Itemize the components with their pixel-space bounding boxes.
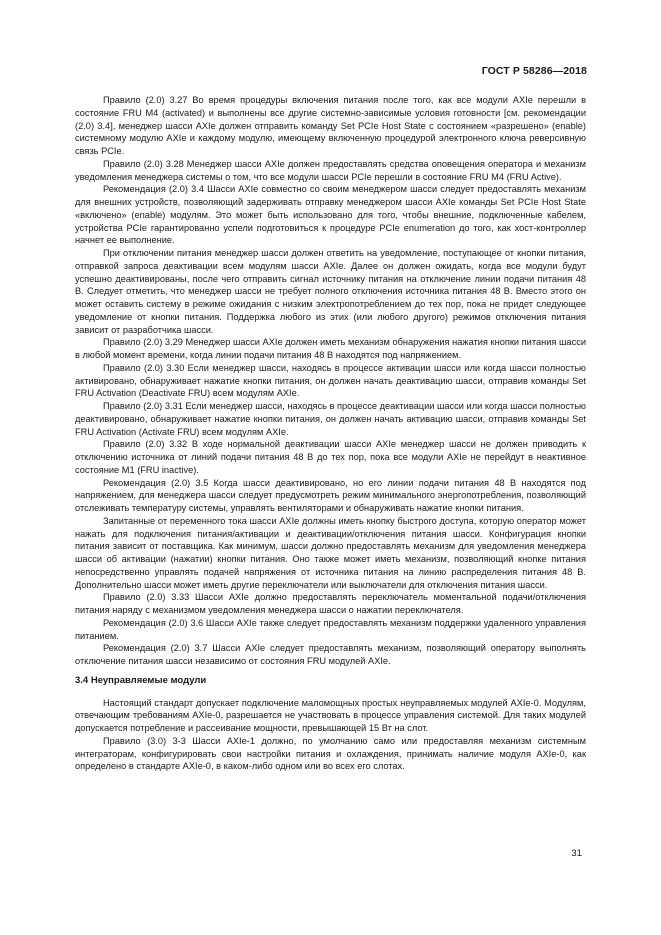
paragraph-ac-powered-chassis: Запитанные от переменного тока шасси AXIe должны иметь кнопку быстрого доступа, которую оператор может нажать для подключения питания/активации и деактивации/отключения питания шасси. Конфигурация кнопки питания зависит от поставщика. Как минимум, шасси должно предоставлять механизм для уведомления менеджера шасси об активации (нажатии) кнопки питания. Оно также может иметь механизм, позволяющий кнопке питания непосредственно управлять подачей напряжения от источника питания на линию распределения питания 48 В. Дополнительно шасси может иметь другие переключатели или выключатели для отключения питания шасси. bbox=[75, 515, 586, 590]
document-body bbox=[75, 94, 586, 773]
paragraph-recommendation-3-4: Рекомендация (2.0) 3.4 Шасси AXIe совместно со своим менеджером шасси следует предоставлять механизм для внешних устройств, позволяющий задерживать отправку менеджером шасси AXIe команды Set PCIe Host State «включено» (enable) модулям. Это может быть использовано для того, чтобы внешние, подключенные кабелем, устройства PCIe гарантированно успели подготовиться к процедуре PCIe enumeration до того, как хост-контроллер начнет ее выполнение. bbox=[75, 184, 586, 246]
paragraph-recommendation-3-5: Рекомендация (2.0) 3.5 Когда шасси деактивировано, но его линии подачи питания 48 В находятся под напряжением, для менеджера шасси следует предусмотреть режим минимального энергопотребления, позволяющий отслеживать температуру системы, управлять вентиляторами и обнаруживать нажатие кнопки питания. bbox=[75, 477, 586, 513]
paragraph-rule-3-27: Правило (2.0) 3.27 Во время процедуры включения питания после того, как все модули AXIe перешли в состояние FRU M4 (activated) и выполнены все другие системно-зависимые условия готовности [см. рекомендации (2.0) 3.4], менеджер шасси AXIe должен отправить команду Set PCIe Host State с состоянием «разрешено» (enable) системному модулю AXIe и каждому модулю, имеющему включенную процедурой электронного ключа реверсивную связь PCIe. bbox=[75, 95, 586, 156]
paragraph-rule-3-32: Правило (2.0) 3.32 В ходе нормальной деактивации шасси AXIe менеджер шасси не должен приводить к отключению источника от линий подачи питания 48 В до тех пор, пока все модули AXIe не перейдут в неактивное состояние M1 (FRU inactive). bbox=[75, 439, 586, 475]
paragraph-power-off: При отключении питания менеджер шасси должен ответить на уведомление, поступающее от кнопки питания, отправкой запроса деактивации всем модулям шасси AXIe. Далее он должен ожидать, когда все модули будут успешно деактивированы, после чего отправить сигнал источнику питания на отключение линии подачи питания 48 В. Следует отметить, что менеджер шасси не требует полного отключения источника питания 48 В. Вместо этого он может оставить систему в режиме ожидания с низким электропотреблением до тех пор, пока не придет следующее уведомление от кнопки питания. Поддержка любого из этих (или любого другого) режимов отключения питания зависит от разработчика шасси. bbox=[75, 248, 586, 335]
document-id-header: ГОСТ Р 58286—2018 bbox=[481, 65, 587, 77]
paragraph-recommendation-3-7: Рекомендация (2.0) 3.7 Шасси AXIe следует предоставлять механизм, позволяющий оператору выполнять отключение питания шасси независимо от состояния FRU модулей AXIe. bbox=[75, 643, 586, 666]
paragraph-rule-3-33: Правило (2.0) 3.33 Шасси AXIe должно предоставлять переключатель моментальной подачи/отключения питания наряду с механизмом уведомления менеджера шасси о нажатии переключателя. bbox=[75, 592, 586, 615]
paragraph-rule-3-3: Правило (3.0) 3-3 Шасси AXIe-1 должно, по умолчанию само или предоставляя механизм системным интеграторам, конфигурировать свои настройки питания и охлаждения, принимать наличие модуля AXIe-0, как определено в стандарте AXIe-0, в каком-либо одном или во всех его слотах. bbox=[75, 735, 586, 772]
paragraph-rule-3-29: Правило (2.0) 3.29 Менеджер шасси AXIe должен иметь механизм обнаружения нажатия кнопки питания шасси в любой момент времени, когда линии подачи питания 48 В находятся под напряжением. bbox=[75, 337, 586, 360]
paragraph-rule-3-28: Правило (2.0) 3.28 Менеджер шасси AXIe должен предоставлять средства оповещения оператора и механизм уведомления менеджера системы о том, что все модули шасси PCIe перешли в состояние FRU M4 (FRU Active). bbox=[75, 158, 586, 182]
paragraph-recommendation-3-6: Рекомендация (2.0) 3.6 Шасси AXIe также следует предоставлять механизм поддержки удаленного управления питанием. bbox=[75, 617, 586, 641]
paragraph-rule-3-31: Правило (2.0) 3.31 Если менеджер шасси, находясь в процессе деактивации шасси или когда шасси полностью деактивировано, обнаруживает нажатие кнопки питания, он должен начать активацию шасси, отправив команды Set FRU Activation (Activate FRU) всем модулям AXIe. bbox=[75, 401, 586, 437]
page-number: 31 bbox=[571, 848, 582, 859]
section-heading: 3.4 Неуправляемые модули bbox=[75, 674, 207, 686]
paragraph-rule-3-30: Правило (2.0) 3.30 Если менеджер шасси, находясь в процессе активации шасси или когда шасси полностью активировано, обнаруживает нажатие кнопки питания, он должен начать деактивацию шасси, отправив команды Set FRU Activation (Deactivate FRU) всем модулям AXIe. bbox=[75, 362, 586, 399]
paragraph-unmanaged-modules: Настоящий стандарт допускает подключение маломощных простых неуправляемых модулей AXIe-0. Модулям, отвечающим требованиям AXIe-0, разрешается не участвовать в процессе управления системой. Для таких модулей допускается потребление и рассеивание мощности, превышающей 15 Вт на слот. bbox=[75, 697, 586, 733]
